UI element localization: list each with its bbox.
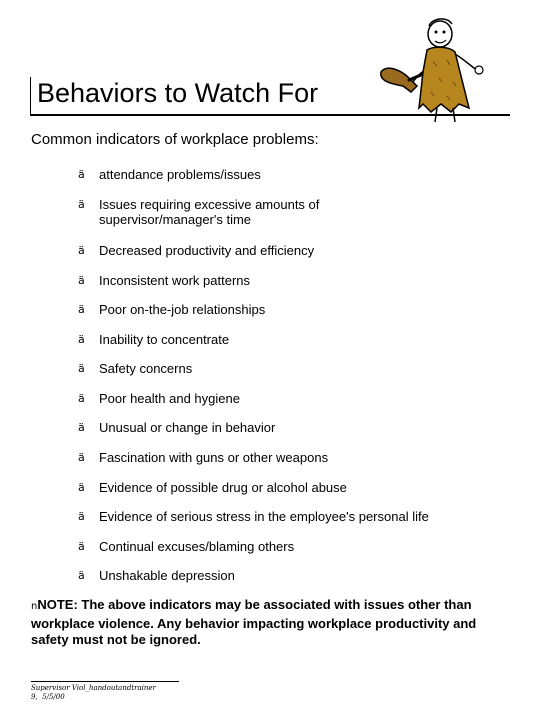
- arrow-bullet-icon: ä: [78, 333, 85, 346]
- list-item-text: Evidence of possible drug or alcohol abuse: [99, 480, 347, 495]
- list-item-text: Continual excuses/blaming others: [99, 539, 295, 554]
- list-item-text: Decreased productivity and efficiency: [99, 243, 315, 258]
- footer-divider: [31, 681, 179, 682]
- intro-text: Common indicators of workplace problems:: [31, 131, 319, 148]
- arrow-bullet-icon: ä: [78, 540, 85, 553]
- list-item-text: Inconsistent work patterns: [99, 273, 251, 288]
- footer: [31, 684, 156, 702]
- arrow-bullet-icon: ä: [78, 198, 85, 211]
- arrow-bullet-icon: ä: [78, 362, 85, 375]
- footer-page-date: 9, 5/5/00: [31, 693, 65, 701]
- title-divider-vertical: [30, 77, 31, 115]
- list-item-text: Issues requiring excessive amounts of supervisor/manager's time: [99, 197, 320, 227]
- arrow-bullet-icon: ä: [78, 569, 85, 582]
- arrow-bullet-icon: ä: [78, 303, 85, 316]
- list-item-text: Fascination with guns or other weapons: [99, 450, 329, 465]
- square-bullet-icon: n: [31, 601, 38, 612]
- list-item-text: Safety concerns: [99, 361, 193, 376]
- arrow-bullet-icon: ä: [78, 392, 85, 405]
- list-item-text: Poor health and hygiene: [99, 391, 240, 406]
- list-item-text: Poor on-the-job relationships: [99, 302, 266, 317]
- arrow-bullet-icon: ä: [78, 510, 85, 523]
- arrow-bullet-icon: ä: [78, 244, 85, 257]
- list-item-text: Evidence of serious stress in the employee's personal life: [99, 509, 429, 524]
- arrow-bullet-icon: ä: [78, 481, 85, 494]
- arrow-bullet-icon: ä: [78, 274, 85, 287]
- arrow-bullet-icon: ä: [78, 451, 85, 464]
- caveman-with-club-icon: [377, 12, 489, 124]
- list-item-text: attendance problems/issues: [99, 167, 261, 182]
- arrow-bullet-icon: ä: [78, 421, 85, 434]
- list-item-text: Unshakable depression: [99, 568, 235, 583]
- note-paragraph: [31, 597, 501, 649]
- note-text: NOTE: The above indicators may be associated with issues other than workplace violence. Any behavior impacting workplace productivity and safety must not be ignored.: [31, 597, 477, 647]
- footer-filename: Supervisor Viol_handoutandtrainer: [31, 684, 156, 692]
- list-item-text: Unusual or change in behavior: [99, 420, 276, 435]
- list-item-text: Inability to concentrate: [99, 332, 230, 347]
- page-title: Behaviors to Watch For: [37, 78, 319, 108]
- arrow-bullet-icon: ä: [78, 168, 85, 181]
